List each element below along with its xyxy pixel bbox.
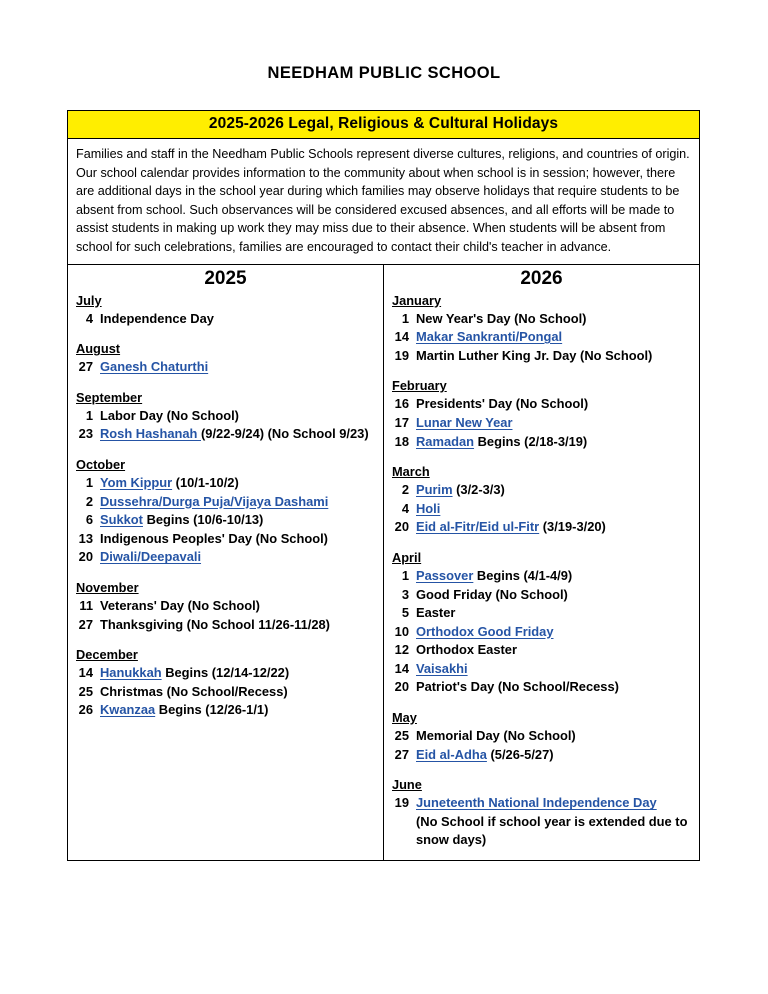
month-block xyxy=(390,549,693,697)
holiday-note: (3/2-3/3) xyxy=(452,482,505,498)
holiday-entry xyxy=(390,727,693,746)
holiday-entry xyxy=(390,481,693,500)
holiday-label xyxy=(100,511,377,530)
holiday-label xyxy=(416,567,693,586)
holiday-day-number: 1 xyxy=(85,407,93,423)
holiday-note: Indigenous Peoples' Day (No School) xyxy=(100,530,328,546)
month-name: April xyxy=(392,549,422,565)
holiday-note: Presidents' Day (No School) xyxy=(416,396,589,412)
holiday-day-number: 1 xyxy=(85,474,93,490)
holiday-day-number: 14 xyxy=(78,665,93,681)
holiday-day-number: 17 xyxy=(394,414,409,430)
holiday-day-number: 11 xyxy=(79,597,93,613)
holiday-link[interactable]: Lunar New Year xyxy=(416,414,513,430)
holiday-link[interactable]: Dussehra/Durga Puja/Vijaya Dashami xyxy=(100,493,329,509)
month-block xyxy=(74,389,377,444)
holiday-note: Patriot's Day (No School/Recess) xyxy=(416,679,619,695)
intro-row xyxy=(68,139,700,265)
month-column-2026 xyxy=(384,292,700,861)
holiday-link[interactable]: Diwali/Deepavali xyxy=(100,549,202,565)
holiday-label xyxy=(416,678,693,697)
holiday-note: Begins (2/18-3/19) xyxy=(474,433,588,449)
holiday-link[interactable]: Passover xyxy=(416,567,474,583)
year-header-row xyxy=(68,264,700,292)
holiday-entry xyxy=(390,414,693,433)
month-name: May xyxy=(392,710,417,726)
banner-row xyxy=(68,111,700,139)
holiday-label xyxy=(416,395,693,414)
holiday-entry xyxy=(390,518,693,537)
holiday-day-number: 25 xyxy=(394,728,409,744)
holiday-link[interactable]: Orthodox Good Friday xyxy=(416,623,554,639)
holiday-note: Veterans' Day (No School) xyxy=(100,597,260,613)
holiday-note: Independence Day xyxy=(100,310,214,326)
holiday-label xyxy=(100,493,377,512)
holiday-day-number: 27 xyxy=(394,746,409,762)
holiday-label xyxy=(100,664,377,683)
month-name: August xyxy=(76,341,121,357)
holiday-day-number: 27 xyxy=(78,616,93,632)
holiday-day-number: 14 xyxy=(394,660,409,676)
holiday-label xyxy=(416,328,693,347)
month-name: December xyxy=(76,647,138,663)
holiday-link[interactable]: Eid al-Adha xyxy=(416,746,487,762)
holiday-day-number: 3 xyxy=(401,586,409,602)
holiday-day-number: 12 xyxy=(394,642,409,658)
holiday-day-number: 25 xyxy=(78,683,93,699)
holiday-label xyxy=(416,586,693,605)
holiday-link[interactable]: Rosh Hashanah xyxy=(100,426,201,442)
holiday-label xyxy=(416,746,693,765)
holiday-entry xyxy=(390,310,693,329)
holiday-day-number: 6 xyxy=(85,512,93,528)
holiday-entry xyxy=(74,683,377,702)
holiday-note: (10/1-10/2) xyxy=(172,474,239,490)
month-name: January xyxy=(392,292,442,308)
holiday-label xyxy=(416,794,693,850)
holiday-label xyxy=(416,518,693,537)
holiday-day-number: 26 xyxy=(78,702,93,718)
holiday-link[interactable]: Makar Sankranti/Pongal xyxy=(416,329,563,345)
holiday-day-number: 20 xyxy=(394,679,409,695)
holiday-label xyxy=(416,433,693,452)
holiday-day-number: 18 xyxy=(394,433,409,449)
holiday-entry xyxy=(74,548,377,567)
months-row xyxy=(68,292,700,861)
holiday-link[interactable]: Yom Kippur xyxy=(100,474,173,490)
holiday-note: Begins (12/14-12/22) xyxy=(161,665,290,681)
month-block xyxy=(74,456,377,567)
holiday-day-number: 20 xyxy=(78,549,93,565)
holiday-label xyxy=(100,701,377,720)
holiday-day-number: 5 xyxy=(401,605,409,621)
holiday-link[interactable]: Hanukkah xyxy=(100,665,162,681)
holiday-day-number: 2 xyxy=(85,493,93,509)
holiday-label xyxy=(416,310,693,329)
month-name: September xyxy=(76,389,143,405)
holiday-label xyxy=(416,623,693,642)
holiday-link[interactable]: Sukkot xyxy=(100,512,143,528)
holiday-entry xyxy=(74,407,377,426)
month-name: June xyxy=(392,777,422,793)
holiday-entry xyxy=(74,597,377,616)
holiday-entry xyxy=(390,678,693,697)
holiday-entry xyxy=(74,701,377,720)
holiday-entry xyxy=(390,794,693,850)
month-name: February xyxy=(392,378,447,394)
holiday-note: Labor Day (No School) xyxy=(100,407,239,423)
holiday-day-number: 14 xyxy=(394,329,409,345)
holiday-day-number: 27 xyxy=(78,359,93,375)
holiday-label xyxy=(100,407,377,426)
holiday-label xyxy=(416,660,693,679)
holiday-label xyxy=(416,414,693,433)
holiday-entry xyxy=(74,511,377,530)
holiday-entry xyxy=(390,604,693,623)
holiday-entry xyxy=(74,474,377,493)
holiday-entry xyxy=(390,567,693,586)
holiday-day-number: 1 xyxy=(401,567,409,583)
holiday-calendar-table xyxy=(67,110,700,861)
holiday-day-number: 16 xyxy=(394,396,409,412)
holiday-link[interactable]: Ramadan xyxy=(416,433,475,449)
holiday-label xyxy=(100,548,377,567)
holiday-day-number: 19 xyxy=(394,347,409,363)
holiday-note: Begins (10/6-10/13) xyxy=(142,512,264,528)
holiday-note: Thanksgiving (No School 11/26-11/28) xyxy=(100,616,330,632)
holiday-entry xyxy=(390,347,693,366)
month-block xyxy=(74,579,377,634)
month-block xyxy=(390,776,693,850)
intro-cell xyxy=(68,139,700,265)
holiday-day-number: 4 xyxy=(401,500,409,516)
holiday-day-number: 10 xyxy=(394,623,409,639)
holiday-label xyxy=(100,616,377,635)
year-header-left: 2025 xyxy=(68,264,384,292)
holiday-entry xyxy=(390,433,693,452)
holiday-day-number: 13 xyxy=(78,530,93,546)
holiday-entry xyxy=(74,530,377,549)
holiday-label xyxy=(100,310,377,329)
holiday-entry xyxy=(74,310,377,329)
month-block xyxy=(74,292,377,329)
holiday-day-number: 19 xyxy=(394,795,409,811)
holiday-note: Begins (4/1-4/9) xyxy=(473,567,573,583)
holiday-note: Begins (12/26-1/1) xyxy=(155,702,269,718)
holiday-link[interactable]: Vaisakhi xyxy=(416,660,468,676)
month-column-2025 xyxy=(68,292,384,861)
holiday-note: Good Friday (No School) xyxy=(416,586,568,602)
holiday-label xyxy=(100,358,377,377)
holiday-day-number: 20 xyxy=(394,519,409,535)
holiday-label xyxy=(416,727,693,746)
holiday-entry xyxy=(74,664,377,683)
intro-paragraph: Families and staff in the Needham Public Schools represent diverse cultures, religions, and countries of origin. Our school calendar provides information to the community about when school is in session; however, there are additional days in the school year during which families may observe holidays that require students to be absent from school. Such observances will be considered excused absences, and all efforts will be made to assist students in making up work they may miss due to their absence. When students will be absent from school for such celebrations, families are encouraged to contact their child's teacher in advance. xyxy=(76,147,690,254)
holiday-entry xyxy=(74,493,377,512)
holiday-note: Memorial Day (No School) xyxy=(416,728,576,744)
holiday-note: (3/19-3/20) xyxy=(539,519,606,535)
holiday-entry xyxy=(390,623,693,642)
holiday-note: Orthodox Easter xyxy=(416,642,517,658)
holiday-link[interactable]: Holi xyxy=(416,500,441,516)
holiday-note: Easter xyxy=(416,605,456,621)
holiday-label xyxy=(100,474,377,493)
month-block xyxy=(74,646,377,720)
month-block xyxy=(390,709,693,764)
month-name: July xyxy=(76,292,102,308)
holiday-entry xyxy=(390,395,693,414)
holidays-banner-title: 2025-2026 Legal, Religious & Cultural Holidays xyxy=(68,111,700,139)
holiday-label xyxy=(416,347,693,366)
holiday-label xyxy=(100,425,377,444)
month-block xyxy=(74,340,377,377)
holiday-entry xyxy=(390,586,693,605)
holiday-note: (5/26-5/27) xyxy=(486,746,554,762)
holiday-entry xyxy=(74,358,377,377)
holiday-note: Christmas (No School/Recess) xyxy=(100,683,288,699)
year-header-right: 2026 xyxy=(384,264,700,292)
holiday-link[interactable]: Eid al-Fitr/Eid ul-Fitr xyxy=(416,519,540,535)
holiday-note: Martin Luther King Jr. Day (No School) xyxy=(416,347,653,363)
holiday-entry xyxy=(390,641,693,660)
holiday-entry xyxy=(390,660,693,679)
holiday-label xyxy=(416,500,693,519)
holiday-entry xyxy=(390,746,693,765)
month-name: March xyxy=(392,464,430,480)
holiday-note: (No School if school year is extended due to snow days) xyxy=(416,813,688,848)
holiday-label xyxy=(100,530,377,549)
month-block xyxy=(390,463,693,537)
holiday-label xyxy=(416,481,693,500)
holiday-entry xyxy=(74,425,377,444)
holiday-label xyxy=(416,604,693,623)
holiday-note: (9/22-9/24) (No School 9/23) xyxy=(201,426,369,442)
holiday-label xyxy=(100,597,377,616)
holiday-day-number: 1 xyxy=(401,310,409,326)
holiday-entry xyxy=(390,500,693,519)
month-name: October xyxy=(76,456,126,472)
month-name: November xyxy=(76,579,139,595)
holiday-entry xyxy=(74,616,377,635)
holiday-entry xyxy=(390,328,693,347)
holiday-link[interactable]: Purim xyxy=(416,482,453,498)
holiday-label xyxy=(100,683,377,702)
holiday-link[interactable]: Kwanzaa xyxy=(100,702,156,718)
holiday-day-number: 4 xyxy=(85,310,93,326)
holiday-link[interactable]: Juneteenth National Independence Day xyxy=(416,795,657,811)
holiday-note: New Year's Day (No School) xyxy=(416,310,587,326)
holiday-day-number: 2 xyxy=(401,482,409,498)
month-block xyxy=(390,377,693,451)
holiday-day-number: 23 xyxy=(78,426,93,442)
page-title: NEEDHAM PUBLIC SCHOOL xyxy=(267,64,501,82)
month-block xyxy=(390,292,693,366)
holiday-link[interactable]: Ganesh Chaturthi xyxy=(100,359,209,375)
holiday-label xyxy=(416,641,693,660)
